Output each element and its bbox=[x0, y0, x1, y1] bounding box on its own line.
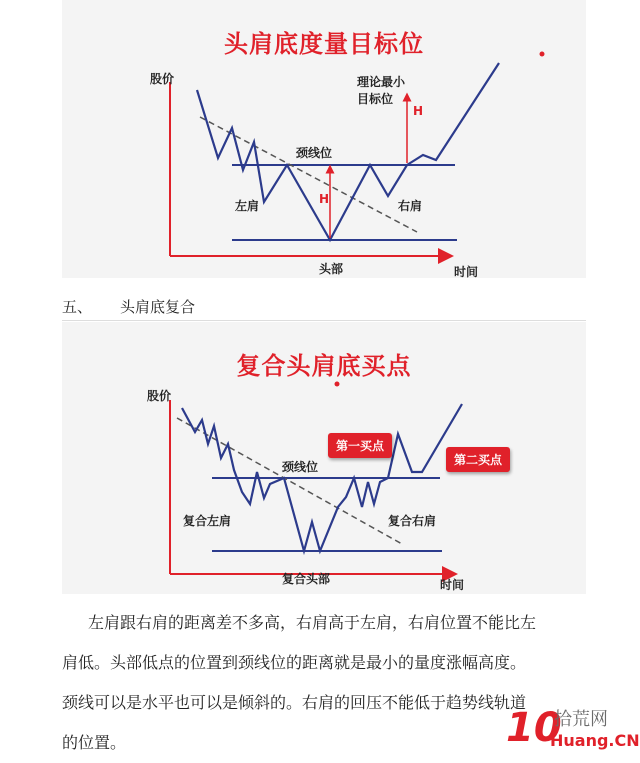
chart1-target-label-2: 目标位 bbox=[357, 92, 394, 106]
second-buy-point-callout: 第二买点 bbox=[446, 447, 510, 472]
chart-panel-compound-buy-points bbox=[62, 322, 586, 594]
watermark-logo bbox=[506, 703, 640, 757]
section-number: 五、 bbox=[62, 298, 93, 316]
chart2-red-dot bbox=[335, 382, 340, 387]
chart1-red-dot bbox=[540, 52, 545, 57]
section-heading bbox=[62, 296, 195, 317]
chart2-left-shoulder-label: 复合左肩 bbox=[183, 514, 232, 528]
chart2-right-shoulder-label: 复合右肩 bbox=[388, 514, 437, 528]
chart1-head-label: 头部 bbox=[319, 262, 344, 276]
chart1-h-label-1: H bbox=[319, 192, 330, 206]
watermark-cn-name: 拾荒网 bbox=[554, 709, 608, 730]
paragraph-line-4: 的位置。 bbox=[62, 733, 127, 752]
chart2-neckline-label: 颈线位 bbox=[282, 460, 319, 474]
chart2-title: 复合头肩底买点 bbox=[236, 352, 412, 380]
paragraph-line-2: 肩低。头部低点的位置到颈线位的距离就是最小的量度涨幅高度。 bbox=[62, 653, 527, 672]
chart1-neckline-label: 颈线位 bbox=[296, 146, 333, 160]
chart-panel-head-shoulders-bottom bbox=[62, 0, 586, 278]
watermark-number: 10 bbox=[506, 705, 562, 751]
chart2-head-label: 复合头部 bbox=[282, 572, 331, 586]
watermark-site: Huang.CN bbox=[550, 731, 640, 750]
chart1-x-axis-label: 时间 bbox=[454, 265, 479, 279]
first-buy-point-callout: 第一买点 bbox=[328, 433, 392, 458]
paragraph-line-1: 左肩跟右肩的距离差不多高，右肩高于左肩，右肩位置不能比左 bbox=[88, 613, 537, 632]
section-divider bbox=[62, 320, 586, 321]
chart2-x-axis-label: 时间 bbox=[440, 578, 465, 592]
chart1-right-shoulder-label: 右肩 bbox=[398, 199, 423, 213]
chart1-h-label-2: H bbox=[413, 104, 424, 118]
chart1-title: 头肩底度量目标位 bbox=[224, 30, 424, 58]
chart1-y-axis-label: 股价 bbox=[150, 72, 175, 86]
chart2-y-axis-label: 股价 bbox=[147, 389, 172, 403]
chart1-svg bbox=[62, 0, 586, 278]
section-title: 头肩底复合 bbox=[120, 298, 196, 316]
paragraph-line-3: 颈线可以是水平也可以是倾斜的。右肩的回压不能低于趋势线轨道 bbox=[62, 693, 527, 712]
chart1-left-shoulder-label: 左肩 bbox=[235, 199, 260, 213]
chart1-target-label-1: 理论最小 bbox=[357, 75, 406, 89]
